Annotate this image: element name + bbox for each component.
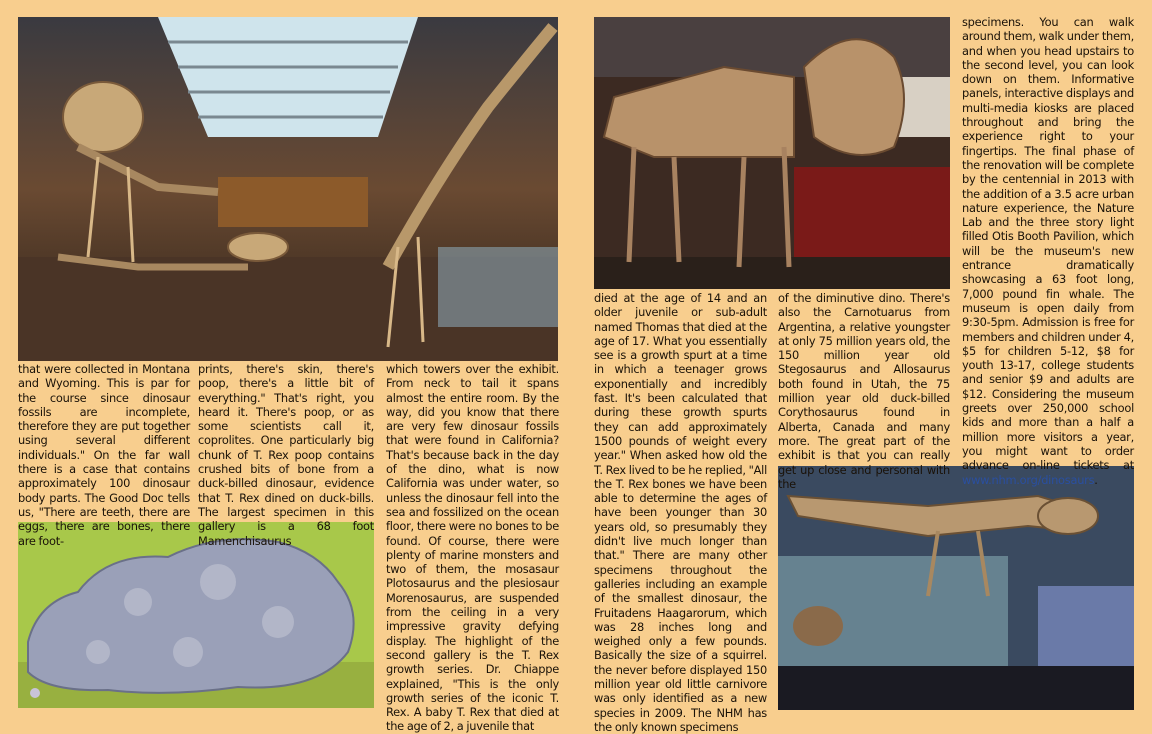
article-text: that were collected in Montana and Wyoming. This is par for the course since dinosaur fossils are incomplete, therefore they are put together using several different individuals." On the far wall there is a case that contains approximately 100 dinosaur body parts. The Good Doc tells us, "There are teeth, there are eggs, there are bones, there are foot- xyxy=(18,362,190,548)
article-text: prints, there's skin, there's poop, there's a little bit of everything." That's right, you heard it. There's poop, or as some scientists call it, coprolites. One particularly big chunk of T. Rex poop contains crushed bits of bone from a duck-billed dinosaur, evidence that T. Rex dined on duck-bills. The largest specimen in this gallery is a 68 foot Mamenchisaurus xyxy=(198,362,374,548)
text-column-5 xyxy=(778,291,950,491)
text-column-6 xyxy=(962,15,1134,487)
main-hall-photo xyxy=(18,17,558,361)
article-text xyxy=(962,15,1134,487)
period: . xyxy=(1094,472,1098,487)
coprolite-photo xyxy=(18,522,374,708)
trex-case-photo xyxy=(778,466,1134,710)
article-text: of the diminutive dino. There's also the Carnotuarus from Argentina, a relative youngster at only 75 million years old, the 150 million year old Stegosaurus and Allosaurus both found in Utah, the 75 million year old duck-billed Corythosaurus found in Alberta, Canada and many more. The great part of the exhibit is that you can really get up close and personal with the xyxy=(778,291,950,491)
article-text: which towers over the exhibit. From neck to tail it spans almost the entire room. By the way, did you know that there are very few dinosaur fossils that were found in California? That's because back in the day of the dino, what is now California was under water, so unless the dinosaur fell into the sea and fossilized on the ocean floor, there were no bones to be found. Of course, there were plenty of marine monsters and two of them, the mosasaur Plotosaurus and the plesiosaur Morenosaurus, are suspended from the ceiling in a very impressive gravity defying display. The highlight of the second gallery is the T. Rex growth series. Dr. Chiappe explained, "This is the only growth series of the iconic T. Rex. A baby T. Rex that died at the age of 2, a juvenile that xyxy=(386,362,559,734)
text-column-4 xyxy=(594,291,767,734)
text-column-3 xyxy=(386,362,559,734)
text-column-2 xyxy=(198,362,374,548)
website-link[interactable]: www.nhm.org/dinosaurs xyxy=(962,472,1095,487)
text-column-1 xyxy=(18,362,190,548)
triceratops-photo xyxy=(594,17,950,289)
article-text-end: specimens. You can walk around them, walk under them, and when you head upstairs to the second level, you can look down on them. Informative panels, interactive displays and multi-media kiosks are placed throughout and bring the experience right to your fingertips. The final phase of the renovation will be complete by the centennial in 2013 with the addition of a 3.5 acre urban nature experience, the Nature Lab and the three story light filled Otis Booth Pavilion, which will be the museum's new entrance dramatically showcasing a 63 foot long, 7,000 pound fin whale. The museum is open daily from 9:30-5pm. Admission is free for members and children under 4, $5 for children 5-12, $8 for youth 13-17, college students and senior $9 and adults are $12. Considering the museum greets over 250,000 school kids and more than a half a million more visitors a year, you might want to order advance on-line tickets at xyxy=(962,15,1134,473)
page-marker-icon xyxy=(30,688,40,698)
article-text: died at the age of 14 and an older juvenile or sub-adult named Thomas that died at the age of 17. What you essentially see is a growth spurt at a time in which a teenager grows exponentially and incredibly fast. It's been calculated that during these growth spurts they can add approximately 1500 pounds of weight every year." When asked how old the T. Rex lived to be he replied, "All the T. Rex bones we have been able to determine the ages of have been younger than 30 years old, so presumably they didn't live much longer than that." There are many other specimens throughout the galleries including an example of the smallest dinosaur, the Fruitadens Haagarorum, which was 28 inches long and weighed only a few pounds. Basically the size of a squirrel. the never before displayed 150 million year old little carnivore was only identified as a new species in 2009. The NHM has the only known specimens xyxy=(594,291,767,734)
